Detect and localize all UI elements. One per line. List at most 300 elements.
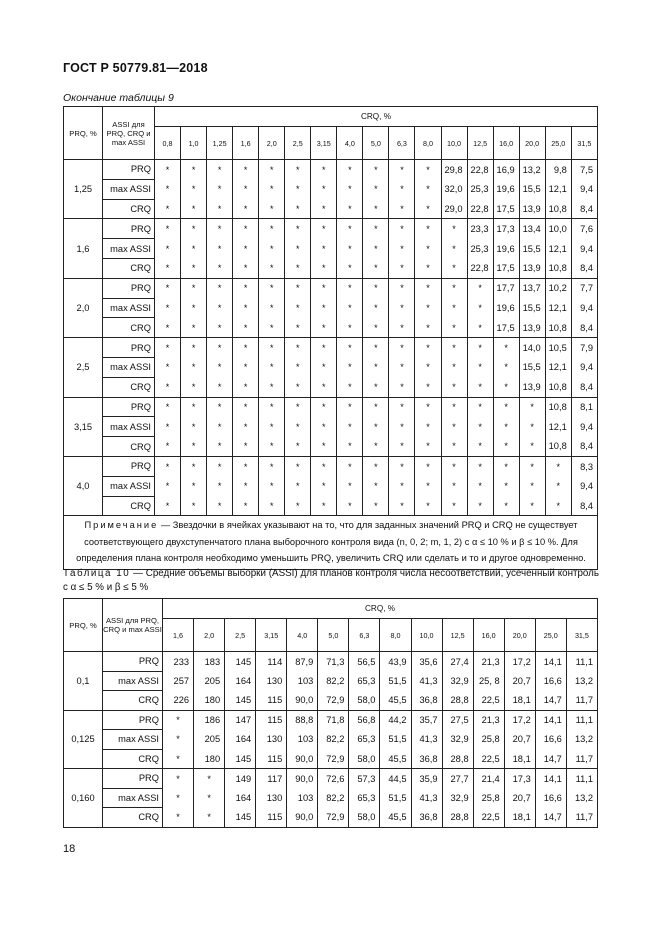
table-cell: *: [441, 496, 467, 516]
table-cell: 90,0: [287, 808, 318, 828]
table-cell: *: [311, 397, 337, 417]
table-cell: *: [155, 456, 181, 476]
table-cell: *: [493, 417, 519, 437]
table-cell: *: [311, 160, 337, 180]
crq-column-header: 5,0: [318, 619, 349, 652]
row-label: CRQ: [103, 199, 155, 219]
table-cell: *: [285, 456, 311, 476]
table-cell: 21,4: [473, 769, 504, 789]
table-cell: 20,7: [504, 671, 535, 691]
table-cell: 56,5: [349, 652, 380, 672]
table-cell: 32,0: [441, 179, 467, 199]
table-cell: 56,8: [349, 710, 380, 730]
table-cell: *: [285, 160, 311, 180]
table-cell: 51,5: [380, 788, 411, 808]
table-cell: *: [163, 749, 194, 769]
table-cell: 115: [256, 749, 287, 769]
table-cell: 51,5: [380, 730, 411, 750]
table-cell: *: [155, 278, 181, 298]
table-cell: 17,5: [493, 199, 519, 219]
row-label: PRQ: [103, 456, 155, 476]
table-cell: *: [441, 298, 467, 318]
row-label: CRQ: [103, 318, 155, 338]
table-cell: 21,3: [473, 710, 504, 730]
table-cell: 44,5: [380, 769, 411, 789]
table-cell: *: [415, 278, 441, 298]
table-cell: 8,1: [571, 397, 597, 417]
table-cell: *: [311, 318, 337, 338]
note-text: — Звездочки в ячейках указывают на то, что для заданных значений PRQ и CRQ не существует соответствующего двухступенчатого плана выборочного контроля вида (n, 0, 2; m, 1, 2) с α ≤ 10 % и β ≤ 10 %. Для определения плана контроля необходимо уменьшить PRQ, увеличить CRQ или сделать и то и другое одновременно.: [76, 520, 586, 564]
table-cell: *: [441, 258, 467, 278]
table-cell: *: [519, 496, 545, 516]
crq-column-header: 10,0: [411, 619, 442, 652]
row-label: CRQ: [103, 808, 163, 828]
table-cell: 51,5: [380, 671, 411, 691]
table-cell: 14,1: [535, 769, 566, 789]
standard-designation: ГОСТ Р 50779.81—2018: [63, 61, 208, 75]
row-label: max ASSI: [103, 417, 155, 437]
table-10: [63, 598, 598, 828]
crq-column-header: 16,0: [473, 619, 504, 652]
table-cell: *: [415, 496, 441, 516]
table-10-caption-text: — Средние объемы выборки (ASSI) для планов контроля числа несоответствий, усеченный контроль с α ≤ 5 % и β ≤ 5 %: [63, 568, 599, 593]
table-cell: 58,0: [349, 749, 380, 769]
table-cell: 9,4: [571, 417, 597, 437]
table-cell: *: [311, 199, 337, 219]
table-cell: 12,1: [545, 417, 571, 437]
table-cell: 29,8: [441, 160, 467, 180]
table-cell: *: [181, 417, 207, 437]
table-cell: 45,5: [380, 749, 411, 769]
table-cell: 115: [256, 710, 287, 730]
table-cell: 117: [256, 769, 287, 789]
table-cell: 257: [163, 671, 194, 691]
table-cell: *: [467, 496, 493, 516]
table-cell: *: [363, 179, 389, 199]
table-cell: *: [363, 456, 389, 476]
table-cell: 12,1: [545, 179, 571, 199]
table-cell: 10,8: [545, 199, 571, 219]
table-cell: 130: [256, 671, 287, 691]
table-cell: 8,4: [571, 377, 597, 397]
table-cell: *: [415, 298, 441, 318]
table-cell: *: [337, 298, 363, 318]
table-cell: 180: [194, 749, 225, 769]
table-cell: 8,4: [571, 258, 597, 278]
crq-column-header: 31,5: [566, 619, 597, 652]
table-cell: *: [493, 437, 519, 457]
crq-column-header: 6,3: [349, 619, 380, 652]
table-cell: 103: [287, 730, 318, 750]
table-cell: *: [337, 278, 363, 298]
table-cell: *: [389, 417, 415, 437]
table-cell: 15,5: [519, 298, 545, 318]
table-cell: 12,1: [545, 298, 571, 318]
crq-column-header: 3,15: [311, 127, 337, 160]
table-cell: *: [181, 377, 207, 397]
header-crq-group: CRQ, %: [155, 107, 598, 127]
table-cell: 88,8: [287, 710, 318, 730]
table-cell: *: [181, 397, 207, 417]
table-cell: *: [363, 239, 389, 259]
table-cell: *: [337, 239, 363, 259]
table-cell: *: [285, 357, 311, 377]
table-cell: *: [311, 456, 337, 476]
table-cell: *: [163, 788, 194, 808]
table-cell: 16,9: [493, 160, 519, 180]
table-9: [63, 106, 598, 570]
table-cell: *: [363, 476, 389, 496]
table-row: [64, 730, 598, 750]
table-cell: 13,9: [519, 258, 545, 278]
table-cell: *: [441, 476, 467, 496]
table-cell: *: [467, 476, 493, 496]
table-cell: *: [415, 476, 441, 496]
table-cell: 103: [287, 671, 318, 691]
table-cell: 164: [225, 671, 256, 691]
header-crq-group: CRQ, %: [163, 599, 598, 619]
table-cell: *: [207, 456, 233, 476]
table-cell: 164: [225, 730, 256, 750]
table-cell: *: [207, 219, 233, 239]
table-cell: *: [285, 496, 311, 516]
table-cell: 130: [256, 788, 287, 808]
table-cell: 27,4: [442, 652, 473, 672]
table-cell: 28,8: [442, 691, 473, 711]
table-row: [64, 239, 598, 259]
prq-group-value: 0,1: [64, 652, 103, 711]
table-cell: *: [415, 437, 441, 457]
table-cell: 14,7: [535, 691, 566, 711]
table-cell: 16,6: [535, 788, 566, 808]
table-cell: *: [155, 338, 181, 358]
table-cell: *: [493, 476, 519, 496]
table-cell: *: [467, 278, 493, 298]
crq-column-header: 1,0: [181, 127, 207, 160]
table-cell: 19,6: [493, 298, 519, 318]
crq-column-header: 25,0: [535, 619, 566, 652]
table-cell: *: [155, 476, 181, 496]
table-cell: *: [519, 476, 545, 496]
table-cell: *: [181, 160, 207, 180]
table-cell: *: [259, 239, 285, 259]
table-row: [64, 652, 598, 672]
table-cell: 35,7: [411, 710, 442, 730]
table-cell: *: [337, 199, 363, 219]
crq-column-header: 12,5: [442, 619, 473, 652]
table-cell: *: [337, 318, 363, 338]
table-cell: 8,4: [571, 318, 597, 338]
table-cell: *: [467, 417, 493, 437]
table-cell: *: [337, 496, 363, 516]
table-cell: 71,3: [318, 652, 349, 672]
table-cell: *: [311, 278, 337, 298]
table-cell: *: [389, 278, 415, 298]
table-cell: *: [285, 258, 311, 278]
table-cell: 11,1: [566, 710, 597, 730]
table-cell: 10,8: [545, 437, 571, 457]
table-cell: *: [519, 437, 545, 457]
table-cell: *: [207, 476, 233, 496]
table-cell: *: [337, 219, 363, 239]
table-cell: *: [389, 239, 415, 259]
table-cell: *: [233, 338, 259, 358]
table-cell: 25, 8: [473, 671, 504, 691]
table-row: [64, 258, 598, 278]
table-cell: 183: [194, 652, 225, 672]
table-cell: *: [285, 239, 311, 259]
table-row: [64, 397, 598, 417]
table-cell: 233: [163, 652, 194, 672]
table-cell: *: [415, 219, 441, 239]
table-cell: 22,5: [473, 808, 504, 828]
table-row: [64, 437, 598, 457]
table-cell: *: [311, 338, 337, 358]
table-cell: 65,3: [349, 788, 380, 808]
table-cell: *: [181, 219, 207, 239]
table-row: [64, 749, 598, 769]
table-cell: 90,0: [287, 691, 318, 711]
table-cell: 147: [225, 710, 256, 730]
table-cell: 57,3: [349, 769, 380, 789]
crq-column-header: 5,0: [363, 127, 389, 160]
table-cell: 36,8: [411, 808, 442, 828]
table-cell: *: [389, 199, 415, 219]
crq-column-header: 8,0: [415, 127, 441, 160]
table-cell: *: [363, 417, 389, 437]
table-cell: *: [467, 357, 493, 377]
prq-group-value: 2,0: [64, 278, 103, 337]
table-cell: 13,4: [519, 219, 545, 239]
crq-column-header: 4,0: [287, 619, 318, 652]
table-cell: *: [415, 160, 441, 180]
table-cell: 41,3: [411, 730, 442, 750]
table-cell: 15,5: [519, 239, 545, 259]
table-cell: *: [363, 437, 389, 457]
note-label: Примечание: [84, 520, 159, 531]
table-cell: *: [207, 417, 233, 437]
table-cell: 17,2: [504, 710, 535, 730]
table-cell: 87,9: [287, 652, 318, 672]
table-cell: 15,5: [519, 357, 545, 377]
table-cell: 103: [287, 788, 318, 808]
table-cell: 13,2: [566, 671, 597, 691]
row-label: max ASSI: [103, 730, 163, 750]
crq-column-header: 3,15: [256, 619, 287, 652]
prq-group-value: 2,5: [64, 338, 103, 397]
table-10-caption: [63, 567, 599, 595]
table-cell: 130: [256, 730, 287, 750]
table-row: [64, 318, 598, 338]
table-row: [64, 788, 598, 808]
table-cell: *: [311, 219, 337, 239]
table-cell: *: [415, 179, 441, 199]
table-cell: 36,8: [411, 691, 442, 711]
table-cell: 145: [225, 691, 256, 711]
table-cell: 7,5: [571, 160, 597, 180]
table-cell: *: [207, 318, 233, 338]
table-cell: *: [233, 199, 259, 219]
table-cell: *: [194, 808, 225, 828]
table-cell: *: [233, 318, 259, 338]
table-cell: *: [233, 160, 259, 180]
table-cell: 186: [194, 710, 225, 730]
table-cell: 7,6: [571, 219, 597, 239]
table-cell: *: [363, 258, 389, 278]
table-cell: *: [493, 338, 519, 358]
page-number: 18: [63, 843, 76, 855]
table-cell: *: [337, 338, 363, 358]
row-label: CRQ: [103, 691, 163, 711]
table-cell: *: [259, 357, 285, 377]
table-cell: *: [259, 496, 285, 516]
prq-group-value: 0,125: [64, 710, 103, 769]
table-cell: 9,8: [545, 160, 571, 180]
table-cell: 164: [225, 788, 256, 808]
table-cell: *: [337, 456, 363, 476]
table-cell: *: [155, 199, 181, 219]
table-cell: *: [545, 476, 571, 496]
table-cell: *: [467, 437, 493, 457]
table-row: [64, 417, 598, 437]
prq-group-value: 4,0: [64, 456, 103, 515]
row-label: PRQ: [103, 710, 163, 730]
table-cell: *: [207, 258, 233, 278]
table-cell: *: [337, 397, 363, 417]
table-cell: *: [441, 318, 467, 338]
table-cell: *: [259, 298, 285, 318]
table-cell: *: [233, 397, 259, 417]
table-row: [64, 357, 598, 377]
table-cell: *: [389, 160, 415, 180]
table-cell: *: [259, 219, 285, 239]
table-cell: 35,9: [411, 769, 442, 789]
table-cell: *: [337, 258, 363, 278]
row-label: max ASSI: [103, 239, 155, 259]
table-cell: 10,2: [545, 278, 571, 298]
table-cell: *: [441, 239, 467, 259]
table-cell: 45,5: [380, 808, 411, 828]
table-cell: *: [259, 179, 285, 199]
table-cell: *: [389, 219, 415, 239]
table-cell: *: [181, 239, 207, 259]
table-cell: *: [389, 357, 415, 377]
table-cell: *: [389, 318, 415, 338]
table-cell: *: [441, 278, 467, 298]
table-cell: 10,5: [545, 338, 571, 358]
crq-column-header: 12,5: [467, 127, 493, 160]
table-cell: *: [233, 437, 259, 457]
crq-column-header: 20,0: [519, 127, 545, 160]
table-cell: 149: [225, 769, 256, 789]
table-cell: *: [415, 397, 441, 417]
crq-column-header: 25,0: [545, 127, 571, 160]
table-cell: *: [194, 769, 225, 789]
table-cell: 226: [163, 691, 194, 711]
table-cell: *: [259, 437, 285, 457]
table-cell: *: [337, 357, 363, 377]
table-cell: *: [311, 476, 337, 496]
table-cell: *: [233, 476, 259, 496]
table-cell: 17,3: [504, 769, 535, 789]
table-cell: 10,8: [545, 377, 571, 397]
table-cell: 43,9: [380, 652, 411, 672]
table-cell: *: [415, 318, 441, 338]
row-label: PRQ: [103, 397, 155, 417]
table-cell: *: [155, 496, 181, 516]
table-cell: 18,1: [504, 808, 535, 828]
row-label: CRQ: [103, 496, 155, 516]
crq-column-header: 1,25: [207, 127, 233, 160]
table-cell: *: [233, 417, 259, 437]
table-cell: 145: [225, 652, 256, 672]
table-cell: *: [493, 357, 519, 377]
table-cell: *: [389, 456, 415, 476]
table-cell: *: [415, 456, 441, 476]
table-cell: *: [285, 417, 311, 437]
table-cell: *: [155, 318, 181, 338]
table-cell: *: [163, 710, 194, 730]
table-cell: 10,8: [545, 397, 571, 417]
table-cell: *: [441, 437, 467, 457]
table-cell: *: [233, 239, 259, 259]
table-cell: 13,9: [519, 199, 545, 219]
table-cell: 11,1: [566, 769, 597, 789]
table-row: [64, 671, 598, 691]
table-cell: *: [207, 437, 233, 457]
table-cell: 22,8: [467, 199, 493, 219]
table-cell: 21,3: [473, 652, 504, 672]
table-cell: *: [194, 788, 225, 808]
table-cell: *: [181, 318, 207, 338]
table-cell: *: [363, 496, 389, 516]
table-cell: 17,5: [493, 258, 519, 278]
prq-group-value: 0,160: [64, 769, 103, 828]
table-cell: 9,4: [571, 476, 597, 496]
table-cell: 20,7: [504, 730, 535, 750]
table-cell: 16,6: [535, 671, 566, 691]
row-label: PRQ: [103, 652, 163, 672]
table-row: [64, 338, 598, 358]
table-cell: *: [363, 397, 389, 417]
header-assi: ASSI для PRQ, CRQ и max ASSI: [103, 599, 163, 652]
table-cell: *: [389, 298, 415, 318]
table-cell: *: [207, 397, 233, 417]
table-cell: *: [207, 338, 233, 358]
table-cell: *: [363, 318, 389, 338]
table-cell: 13,7: [519, 278, 545, 298]
table-cell: *: [155, 219, 181, 239]
table-cell: *: [285, 377, 311, 397]
table-cell: *: [493, 397, 519, 417]
table-cell: *: [155, 179, 181, 199]
table-cell: *: [415, 199, 441, 219]
table-cell: *: [493, 456, 519, 476]
table-cell: *: [207, 357, 233, 377]
table-cell: *: [155, 377, 181, 397]
table-cell: *: [441, 338, 467, 358]
table-cell: 14,1: [535, 710, 566, 730]
table-cell: *: [389, 377, 415, 397]
table-cell: *: [207, 496, 233, 516]
table-cell: 27,5: [442, 710, 473, 730]
table-cell: *: [415, 258, 441, 278]
row-label: CRQ: [103, 258, 155, 278]
crq-column-header: 0,8: [155, 127, 181, 160]
prq-group-value: 1,25: [64, 160, 103, 219]
table-cell: *: [181, 456, 207, 476]
table-cell: *: [259, 338, 285, 358]
